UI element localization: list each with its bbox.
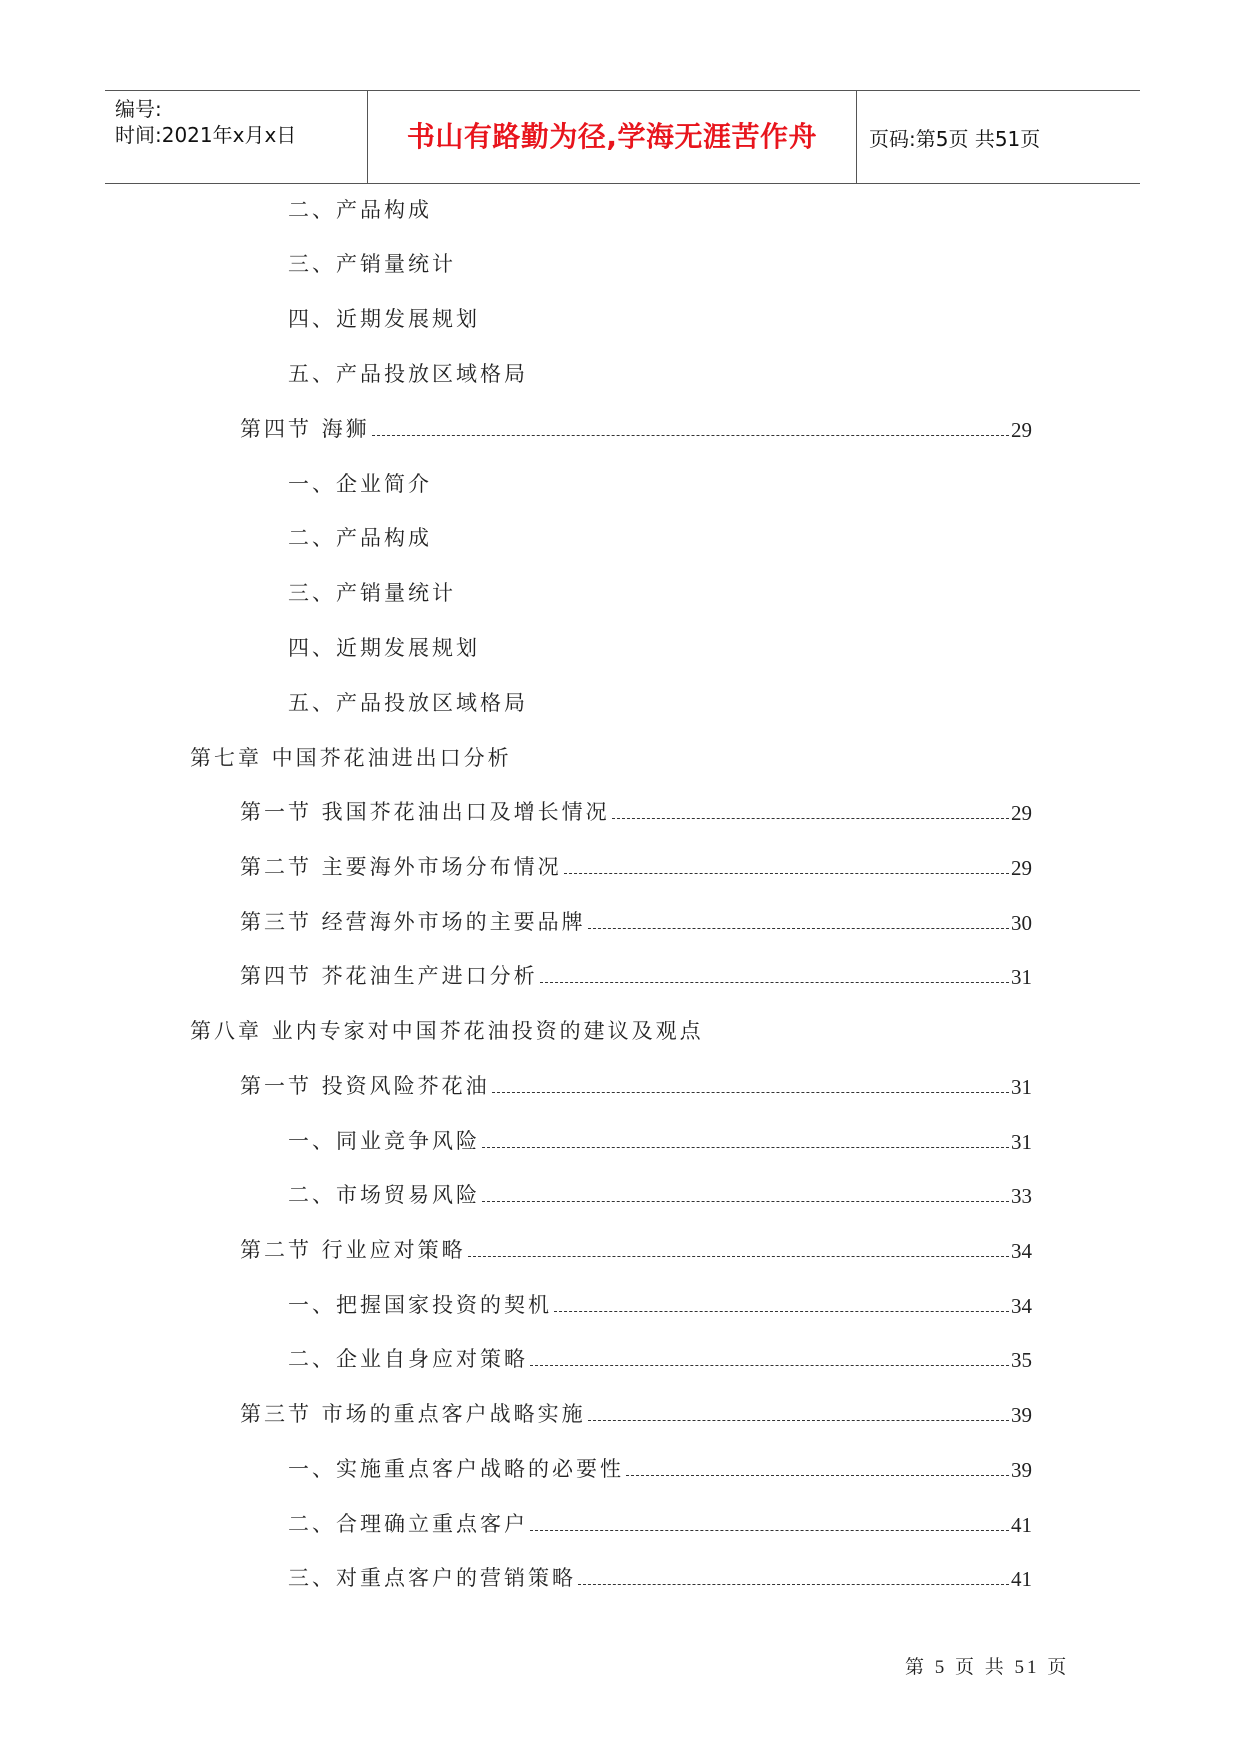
toc-entry[interactable] — [288, 192, 432, 224]
toc-dot-leader — [468, 1256, 1009, 1257]
toc-entry[interactable] — [288, 575, 456, 607]
toc-dot-leader — [492, 1092, 1009, 1093]
toc-entry[interactable] — [288, 520, 432, 552]
toc-entry[interactable] — [240, 904, 1032, 936]
toc-dot-leader — [554, 1311, 1009, 1312]
toc-page-number: 39 — [1011, 1458, 1032, 1482]
toc-entry-title: 二、市场贸易风险 — [288, 1183, 480, 1207]
toc-entry-title: 二、企业自身应对策略 — [288, 1347, 528, 1371]
toc-page-number: 39 — [1011, 1403, 1032, 1427]
toc-entry-title: 二、合理确立重点客户 — [288, 1512, 528, 1536]
toc-page-number: 33 — [1011, 1184, 1032, 1208]
toc-entry[interactable] — [288, 1506, 1032, 1538]
toc-dot-leader — [540, 982, 1009, 983]
toc-entry-title: 第四节 海狮 — [240, 417, 370, 441]
toc-entry-title: 第二节 主要海外市场分布情况 — [240, 855, 562, 879]
toc-entry[interactable] — [240, 794, 1032, 826]
toc-entry-title: 第二节 行业应对策略 — [240, 1238, 466, 1262]
toc-page-number: 30 — [1011, 911, 1032, 935]
toc-page-number: 31 — [1011, 1130, 1032, 1154]
toc-dot-leader — [482, 1147, 1009, 1148]
toc-page-number: 41 — [1011, 1567, 1032, 1591]
toc-dot-leader — [372, 435, 1009, 436]
toc-entry-title: 四、近期发展规划 — [288, 636, 480, 660]
toc-page-number: 29 — [1011, 856, 1032, 880]
toc-entry-title: 五、产品投放区域格局 — [288, 691, 528, 715]
toc-entry[interactable] — [288, 1287, 1032, 1319]
toc-entry-title: 三、产销量统计 — [288, 252, 456, 276]
toc-entry-title: 四、近期发展规划 — [288, 307, 480, 331]
page-header — [105, 90, 1140, 184]
toc-entry-title: 二、产品构成 — [288, 526, 432, 550]
toc-entry[interactable] — [190, 1013, 704, 1045]
toc-page-number: 29 — [1011, 418, 1032, 442]
toc-entry[interactable] — [240, 411, 1032, 443]
toc-entry[interactable] — [288, 1560, 1032, 1592]
toc-entry-title: 三、产销量统计 — [288, 581, 456, 605]
toc-entry-title: 第三节 经营海外市场的主要品牌 — [240, 910, 586, 934]
toc-entry[interactable] — [288, 246, 456, 278]
toc-entry-title: 一、把握国家投资的契机 — [288, 1293, 552, 1317]
toc-entry[interactable] — [288, 301, 480, 333]
toc-entry[interactable] — [288, 356, 528, 388]
toc-entry-title: 第一节 我国芥花油出口及增长情况 — [240, 800, 610, 824]
toc-dot-leader — [612, 818, 1009, 819]
toc-entry-title: 一、同业竞争风险 — [288, 1129, 480, 1153]
toc-dot-leader — [626, 1475, 1009, 1476]
toc-page-number: 34 — [1011, 1294, 1032, 1318]
footer-page-number: 第 5 页 共 51 页 — [905, 1657, 1070, 1678]
toc-entry[interactable] — [240, 1232, 1032, 1264]
toc-entry-title: 第三节 市场的重点客户战略实施 — [240, 1402, 586, 1426]
toc-entry[interactable] — [190, 740, 512, 772]
toc-dot-leader — [482, 1201, 1009, 1202]
toc-entry[interactable] — [288, 685, 528, 717]
toc-entry[interactable] — [288, 466, 432, 498]
toc-entry-title: 第四节 芥花油生产进口分析 — [240, 964, 538, 988]
time-label: 时间:2021年x月x日 — [115, 123, 297, 147]
toc-entry-title: 一、实施重点客户战略的必要性 — [288, 1457, 624, 1481]
toc-entry-title: 第八章 业内专家对中国芥花油投资的建议及观点 — [190, 1019, 704, 1043]
toc-page-number: 34 — [1011, 1239, 1032, 1263]
header-left-cell — [105, 91, 367, 183]
toc-page-number: 29 — [1011, 801, 1032, 825]
toc-entry[interactable] — [288, 1341, 1032, 1373]
header-motto: 书山有路勤为径,学海无涯苦作舟 — [406, 120, 818, 153]
toc-page-number: 31 — [1011, 965, 1032, 989]
toc-entry-title: 第一节 投资风险芥花油 — [240, 1074, 490, 1098]
toc-dot-leader — [588, 928, 1009, 929]
toc-entry[interactable] — [288, 1123, 1032, 1155]
toc-entry[interactable] — [240, 958, 1032, 990]
toc-dot-leader — [530, 1365, 1009, 1366]
header-motto-cell — [367, 91, 857, 183]
header-right-cell — [857, 91, 1140, 183]
toc-page-number: 31 — [1011, 1075, 1032, 1099]
toc-entry[interactable] — [288, 630, 480, 662]
header-page-label: 页码:第5页 共51页 — [869, 127, 1041, 151]
toc-entry-title: 二、产品构成 — [288, 198, 432, 222]
number-label: 编号: — [115, 97, 162, 121]
toc-entry[interactable] — [240, 1396, 1032, 1428]
toc-entry-title: 五、产品投放区域格局 — [288, 362, 528, 386]
toc-entry[interactable] — [240, 849, 1032, 881]
toc-dot-leader — [564, 873, 1009, 874]
toc-entry-title: 第七章 中国芥花油进出口分析 — [190, 746, 512, 770]
toc-entry[interactable] — [288, 1177, 1032, 1209]
toc-entry[interactable] — [240, 1068, 1032, 1100]
toc-entry-title: 三、对重点客户的营销策略 — [288, 1566, 576, 1590]
toc-page-number: 35 — [1011, 1348, 1032, 1372]
toc-page-number: 41 — [1011, 1513, 1032, 1537]
toc-dot-leader — [578, 1584, 1009, 1585]
toc-entry-title: 一、企业简介 — [288, 472, 432, 496]
toc-dot-leader — [530, 1530, 1009, 1531]
toc-dot-leader — [588, 1420, 1009, 1421]
toc-entry[interactable] — [288, 1451, 1032, 1483]
